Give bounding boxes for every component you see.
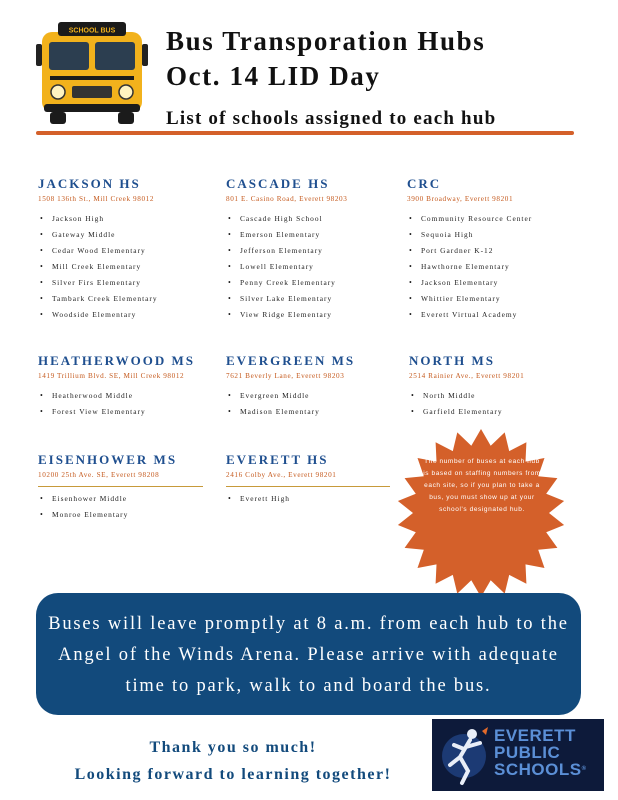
list-item: • Eisenhower Middle: [38, 491, 203, 507]
hub-eisenhower-ms: [38, 452, 203, 523]
school-list: [407, 211, 587, 323]
hub-name: EVERGREEN MS: [226, 353, 356, 368]
hub-name: EVERETT HS: [226, 452, 329, 467]
hub-everett-hs: [226, 452, 390, 507]
logo-line-1: EVERETT: [494, 726, 576, 745]
hub-address: 3900 Broadway, Everett 98201: [407, 195, 514, 203]
list-item: • Everett High: [226, 491, 390, 507]
hub-name: HEATHERWOOD MS: [38, 353, 195, 368]
list-item: • Tambark Creek Elementary: [38, 291, 210, 307]
list-item: • Community Resource Center: [407, 211, 587, 227]
logo-line-3: SCHOOLS®: [494, 760, 587, 779]
school-list: [409, 388, 587, 420]
notice-text: Buses will leave promptly at 8 a.m. from each hub to the Angel of the Winds Arena. Please arrive with adequate time to park, walk to and board the bus.: [48, 614, 569, 696]
hub-crc: [407, 176, 587, 323]
school-list: [38, 491, 203, 523]
svg-text:SCHOOL BUS: SCHOOL BUS: [68, 27, 116, 35]
title-line-2: Oct. 14 LID Day: [166, 61, 381, 91]
thanks-line-2: Looking forward to learning together!: [74, 766, 392, 783]
list-item: • Woodside Elementary: [38, 307, 210, 323]
list-item: • Evergreen Middle: [226, 388, 396, 404]
runner-figure-icon: [442, 725, 492, 787]
list-item: • View Ridge Elementary: [226, 307, 396, 323]
school-bus-icon: [36, 18, 148, 128]
list-item: • Port Gardner K-12: [407, 243, 587, 259]
title-line-1: Bus Transporation Hubs: [166, 26, 486, 56]
everett-public-schools-logo: [432, 719, 604, 791]
hub-address: 10200 25th Ave. SE, Everett 98208: [38, 471, 160, 479]
school-list: [226, 211, 396, 323]
school-list: [38, 388, 218, 420]
hub-cascade-hs: [226, 176, 396, 323]
hub-address: 1419 Trillium Blvd. SE, Mill Creek 98012: [38, 372, 185, 380]
hub-name: CASCADE HS: [226, 176, 330, 191]
list-item: • Lowell Elementary: [226, 259, 396, 275]
school-list: [38, 211, 210, 323]
hub-jackson-hs: [38, 176, 210, 323]
list-item: • Jackson Elementary: [407, 275, 587, 291]
logo-line-2: PUBLIC: [494, 743, 561, 762]
hub-heatherwood-ms: [38, 353, 218, 420]
list-item: • Sequoia High: [407, 227, 587, 243]
hub-name: CRC: [407, 176, 442, 191]
list-item: • Cedar Wood Elementary: [38, 243, 210, 259]
hub-address: 1508 136th St., Mill Creek 98012: [38, 195, 155, 203]
list-item: • Cascade High School: [226, 211, 396, 227]
hub-north-ms: [409, 353, 587, 420]
list-item: • Jackson High: [38, 211, 210, 227]
hub-address: 2416 Colby Ave., Everett 98201: [226, 471, 337, 479]
school-list: [226, 388, 396, 420]
list-item: • Jefferson Elementary: [226, 243, 396, 259]
list-item: • Heatherwood Middle: [38, 388, 218, 404]
list-item: • Penny Creek Elementary: [226, 275, 396, 291]
hub-name: JACKSON HS: [38, 176, 141, 191]
hub-divider: [226, 486, 390, 487]
list-item: • Silver Firs Elementary: [38, 275, 210, 291]
hub-name: NORTH MS: [409, 353, 495, 368]
list-item: • Hawthorne Elementary: [407, 259, 587, 275]
list-item: • Madison Elementary: [226, 404, 396, 420]
list-item: • Gateway Middle: [38, 227, 210, 243]
hub-address: 7621 Beverly Lane, Everett 98203: [226, 372, 345, 380]
hub-name: EISENHOWER MS: [38, 452, 178, 467]
school-list: [226, 491, 390, 507]
list-item: • Monroe Elementary: [38, 507, 203, 523]
list-item: • Mill Creek Elementary: [38, 259, 210, 275]
departure-notice: [36, 593, 581, 715]
list-item: • Everett Virtual Academy: [407, 307, 587, 323]
hub-evergreen-ms: [226, 353, 396, 420]
header-divider: [36, 131, 574, 135]
page-title: [166, 24, 485, 94]
logo-wordmark: [494, 727, 586, 778]
list-item: • Silver Lake Elementary: [226, 291, 396, 307]
thanks-line-1: Thank you so much!: [149, 739, 317, 756]
thank-you-message: [36, 734, 430, 788]
hub-divider: [38, 486, 203, 487]
list-item: • North Middle: [409, 388, 587, 404]
page-subtitle: List of schools assigned to each hub: [166, 108, 497, 129]
list-item: • Forest View Elementary: [38, 404, 218, 420]
hub-address: 2514 Rainier Ave., Everett 98201: [409, 372, 525, 380]
starburst-text: The number of buses at each hub is based on staffing numbers from each site, so if you plan to take a bus, you must show up at your school's designated hub.: [423, 458, 541, 513]
list-item: • Garfield Elementary: [409, 404, 587, 420]
list-item: • Emerson Elementary: [226, 227, 396, 243]
hub-address: 801 E. Casino Road, Everett 98203: [226, 195, 348, 203]
list-item: • Whittier Elementary: [407, 291, 587, 307]
